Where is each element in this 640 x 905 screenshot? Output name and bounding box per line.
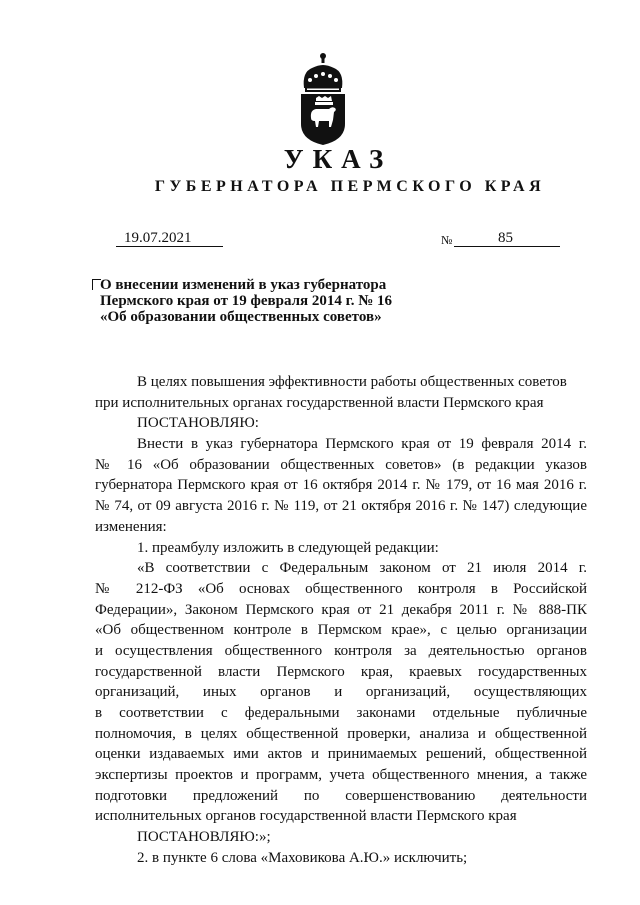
body-line: изменения:: [95, 518, 167, 535]
body-line: при исполнительных органах государственной власти Пермского края: [95, 394, 544, 411]
subject-line: Пермского края от 19 февраля 2014 г. № 16: [100, 293, 393, 309]
document-number: 85: [454, 229, 560, 247]
body-line: Внести в указ губернатора Пермского края от 19 февраля 2014 г.: [137, 436, 587, 453]
subject-line: «Об образовании общественных советов»: [100, 309, 382, 325]
body-line: № 16 «Об образовании общественных советов» (в редакции указов: [95, 456, 587, 473]
perm-krai-coat-of-arms-icon: [296, 52, 350, 146]
body-line: губернатора Пермского края от 16 октября 2014 г. № 179, от 16 мая 2016 г.: [95, 477, 587, 494]
body-line: подготовки предложений по совершенствованию деятельности: [95, 787, 587, 804]
body-line: ПОСТАНОВЛЯЮ:»;: [137, 829, 271, 846]
body-line: экспертизы проектов и программ, учета общественного мнения, а также: [95, 767, 587, 784]
body-line: и осуществления общественного контроля за деятельностью органов: [95, 642, 587, 659]
body-line: полномочия, в целях общественной проверки, анализа и общественной: [95, 725, 587, 742]
body-line: ПОСТАНОВЛЯЮ:: [137, 415, 259, 432]
body-line: Федерации», Законом Пермского края от 21 декабря 2011 г. № 888-ПК: [95, 601, 587, 618]
body-line: оценки издаваемых ими актов и принимаемых решений, общественной: [95, 746, 587, 763]
body-line: «Об общественном контроле в Пермском крае», с целью организации: [95, 622, 587, 639]
body-line: № 212-ФЗ «Об основах общественного контроля в Российской: [95, 580, 587, 597]
body-line: 1. преамбулу изложить в следующей редакции:: [137, 539, 439, 556]
body-line: исполнительных органов государственной власти Пермского края: [95, 808, 517, 825]
document-date: 19.07.2021: [116, 229, 223, 247]
body-line: В целях повышения эффективности работы общественных советов: [137, 374, 567, 390]
body-line: в соответствии с федеральными законами отдельные публичные: [95, 705, 587, 721]
document-subject: [100, 277, 392, 325]
body-line: государственной власти Пермского края, краевых государственных: [95, 663, 587, 680]
body-line: 2. в пункте 6 слова «Маховикова А.Ю.» исключить;: [137, 849, 468, 866]
body-line: «В соответствии с Федеральным законом от 21 июля 2014 г.: [137, 560, 587, 577]
body-line: № 74, от 09 августа 2016 г. № 119, от 21 октября 2016 г. № 147) следующие: [95, 498, 587, 515]
document-body: [95, 372, 587, 869]
body-line: организаций, иных органов и организаций, осуществляющих: [95, 684, 587, 701]
document-title: УКАЗ: [283, 144, 393, 174]
document-issuer: ГУБЕРНАТОРА ПЕРМСКОГО КРАЯ: [154, 178, 546, 195]
number-sign: №: [441, 233, 453, 247]
subject-line: О внесении изменений в указ губернатора: [100, 277, 387, 293]
